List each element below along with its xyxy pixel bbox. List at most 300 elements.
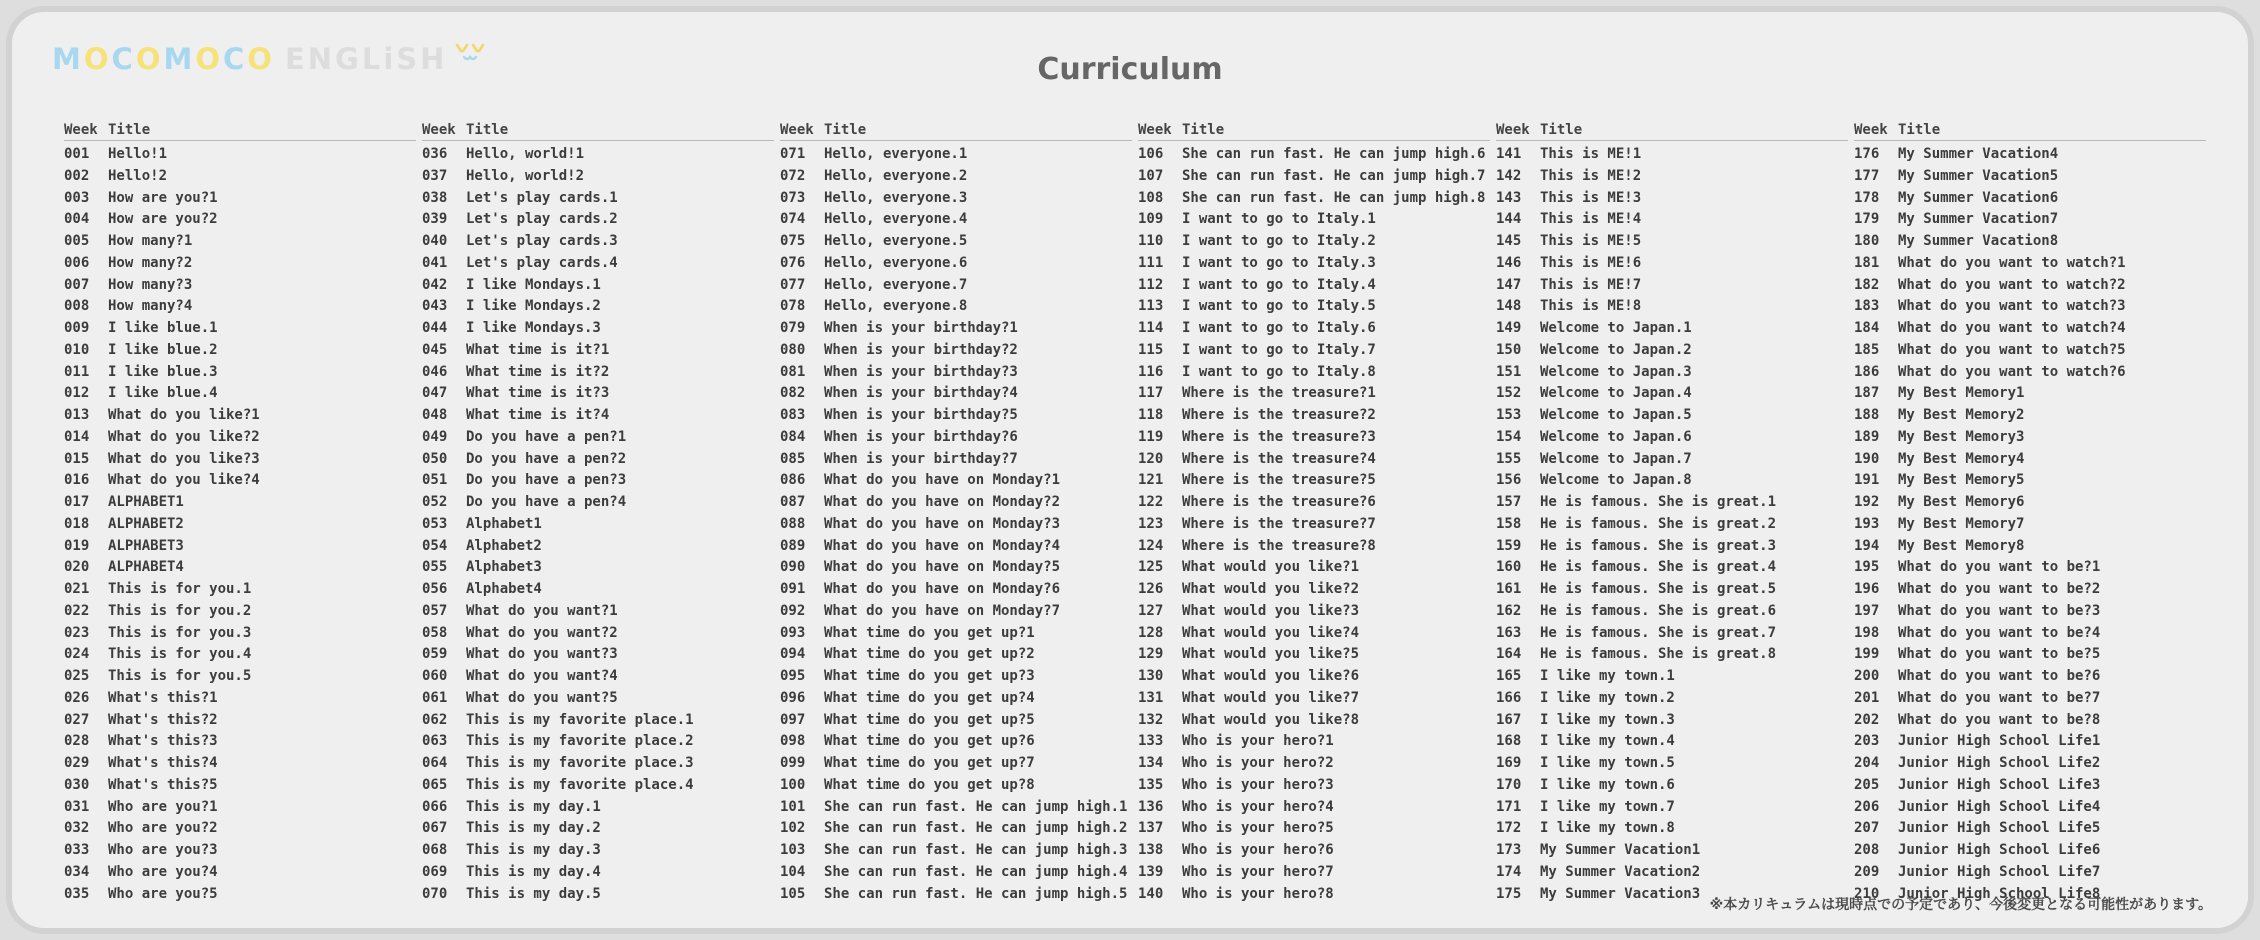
table-row — [64, 884, 416, 906]
lesson-title: She can run fast. He can jump high.4 — [824, 863, 1128, 880]
lesson-title: Who are you?2 — [108, 820, 218, 837]
week-number: 039 — [422, 211, 448, 228]
column-header — [1854, 120, 2206, 141]
week-number: 053 — [422, 515, 448, 532]
lesson-title: This is for you.1 — [108, 581, 252, 597]
week-number: 069 — [422, 863, 448, 880]
week-number: 043 — [422, 298, 448, 315]
lesson-title: I like my town.6 — [1540, 776, 1675, 793]
table-row — [1138, 601, 1490, 623]
week-number: 004 — [64, 211, 90, 228]
table-row — [64, 710, 416, 732]
lesson-title: Where is the treasure?5 — [1182, 472, 1376, 489]
table-row — [780, 383, 1132, 405]
table-row — [422, 188, 774, 210]
week-number: 023 — [64, 624, 90, 641]
week-number: 136 — [1138, 798, 1164, 815]
table-row — [1854, 449, 2206, 471]
table-row — [422, 579, 774, 601]
table-row — [780, 144, 1132, 166]
week-number: 095 — [780, 668, 806, 684]
lesson-title: When is your birthday?1 — [824, 320, 1018, 336]
week-number: 052 — [422, 494, 448, 510]
table-row — [64, 253, 416, 275]
week-number: 174 — [1496, 863, 1522, 880]
week-number: 116 — [1138, 363, 1164, 380]
week-number: 189 — [1854, 428, 1880, 445]
table-row — [422, 710, 774, 732]
week-number: 021 — [64, 581, 90, 597]
lesson-title: I like Mondays.2 — [466, 298, 601, 315]
table-row — [422, 209, 774, 231]
week-number: 129 — [1138, 646, 1164, 663]
lesson-title: This is my favorite place.3 — [466, 755, 694, 771]
week-number: 007 — [64, 276, 90, 293]
table-row — [1496, 623, 1848, 645]
footnote: ※本カリキュラムは現時点での予定であり、今後変更となる可能性があります。 — [1709, 897, 2212, 913]
lesson-title: What do you like?1 — [108, 407, 260, 423]
lesson-title: My Best Memory2 — [1898, 407, 2025, 423]
lesson-title: What time is it?2 — [466, 363, 610, 380]
week-number: 054 — [422, 537, 448, 554]
lesson-title: He is famous. She is great.8 — [1540, 646, 1777, 663]
table-row — [780, 253, 1132, 275]
lesson-title: I want to go to Italy.4 — [1182, 276, 1376, 293]
table-row — [422, 340, 774, 362]
table-row — [422, 601, 774, 623]
table-row — [1138, 296, 1490, 318]
week-number: 019 — [64, 537, 90, 554]
table-row — [780, 601, 1132, 623]
lesson-title: Where is the treasure?7 — [1182, 515, 1376, 532]
table-row — [64, 731, 416, 753]
lesson-title: He is famous. She is great.5 — [1540, 581, 1777, 597]
lesson-title: What do you want to be?1 — [1898, 559, 2101, 576]
lesson-title: I like my town.4 — [1540, 733, 1675, 750]
lesson-title: I like my town.1 — [1540, 668, 1675, 684]
table-row — [780, 231, 1132, 253]
logo-letter: H — [420, 42, 448, 76]
week-number: 087 — [780, 494, 806, 510]
week-number: 121 — [1138, 472, 1164, 489]
table-row — [422, 731, 774, 753]
lesson-title: This is for you.2 — [108, 602, 252, 619]
week-number: 016 — [64, 472, 90, 489]
title-header: Title — [824, 122, 867, 138]
lesson-title: Who is your hero?1 — [1182, 733, 1334, 750]
table-row — [780, 166, 1132, 188]
lesson-title: Junior High School Life2 — [1898, 755, 2101, 771]
lesson-title: When is your birthday?7 — [824, 450, 1018, 467]
table-row — [1496, 557, 1848, 579]
lesson-title: What would you like?6 — [1182, 668, 1360, 684]
table-row — [64, 275, 416, 297]
table-row — [64, 492, 416, 514]
week-number: 085 — [780, 450, 806, 467]
week-number: 120 — [1138, 450, 1164, 467]
table-row — [422, 296, 774, 318]
week-number: 034 — [64, 863, 90, 880]
table-row — [1138, 166, 1490, 188]
week-number: 020 — [64, 559, 90, 576]
lesson-title: What would you like?2 — [1182, 581, 1360, 597]
table-row — [64, 666, 416, 688]
week-number: 179 — [1854, 211, 1880, 228]
week-number: 096 — [780, 689, 806, 706]
lesson-title: She can run fast. He can jump high.6 — [1182, 146, 1486, 162]
table-row — [1138, 449, 1490, 471]
lesson-title: She can run fast. He can jump high.1 — [824, 798, 1128, 815]
table-row — [422, 144, 774, 166]
table-row — [422, 470, 774, 492]
table-row — [780, 318, 1132, 340]
table-row — [780, 340, 1132, 362]
week-number: 122 — [1138, 494, 1164, 510]
table-row — [1854, 470, 2206, 492]
week-number: 047 — [422, 385, 448, 402]
table-row — [1496, 818, 1848, 840]
lesson-title: Who are you?1 — [108, 798, 218, 815]
lesson-title: What do you have on Monday?7 — [824, 602, 1061, 619]
lesson-title: What would you like?8 — [1182, 711, 1360, 728]
week-number: 078 — [780, 298, 806, 315]
lesson-title: What do you want to be?5 — [1898, 646, 2101, 663]
lesson-title: What would you like?5 — [1182, 646, 1360, 663]
table-row — [780, 862, 1132, 884]
week-number: 058 — [422, 624, 448, 641]
week-number: 140 — [1138, 885, 1164, 902]
lesson-title: Where is the treasure?3 — [1182, 428, 1376, 445]
table-row — [422, 840, 774, 862]
table-row — [780, 209, 1132, 231]
lesson-title: What time is it?1 — [466, 341, 610, 358]
week-number: 114 — [1138, 320, 1164, 336]
lesson-title: This is my day.5 — [466, 885, 601, 902]
lesson-title: My Best Memory7 — [1898, 515, 2025, 532]
lesson-title: I like my town.7 — [1540, 798, 1675, 815]
table-row — [1854, 253, 2206, 275]
week-number: 149 — [1496, 320, 1522, 336]
week-number: 022 — [64, 602, 90, 619]
lesson-title: Hello!2 — [108, 167, 168, 184]
table-row — [1138, 209, 1490, 231]
lesson-title: What time is it?4 — [466, 407, 610, 423]
logo-letter: L — [361, 42, 384, 76]
lesson-title: This is for you.3 — [108, 624, 252, 641]
lesson-title: This is ME!3 — [1540, 189, 1642, 206]
lesson-title: What do you have on Monday?4 — [824, 537, 1061, 554]
week-header: Week — [64, 122, 98, 138]
week-number: 038 — [422, 189, 448, 206]
week-number: 172 — [1496, 820, 1522, 837]
week-number: 033 — [64, 842, 90, 858]
week-number: 059 — [422, 646, 448, 663]
lesson-title: I like blue.2 — [108, 341, 218, 358]
lesson-title: This is my day.1 — [466, 798, 601, 815]
lesson-title: What time do you get up?5 — [824, 711, 1035, 728]
table-row — [1496, 144, 1848, 166]
week-number: 141 — [1496, 146, 1522, 162]
week-number: 133 — [1138, 733, 1164, 750]
week-header: Week — [1496, 122, 1530, 138]
week-number: 171 — [1496, 798, 1522, 815]
table-row — [1496, 340, 1848, 362]
page-title: Curriculum — [1037, 52, 1223, 87]
table-row — [64, 536, 416, 558]
week-number: 168 — [1496, 733, 1522, 750]
lesson-title: Let's play cards.2 — [466, 211, 618, 228]
table-row — [1496, 253, 1848, 275]
week-number: 050 — [422, 450, 448, 467]
lesson-title: ALPHABET2 — [108, 515, 184, 532]
week-number: 165 — [1496, 668, 1522, 684]
week-number: 100 — [780, 776, 806, 793]
lesson-title: Who is your hero?8 — [1182, 885, 1334, 902]
column-header — [1138, 120, 1490, 141]
lesson-title: She can run fast. He can jump high.2 — [824, 820, 1128, 837]
column-header — [64, 120, 416, 141]
table-row — [1496, 449, 1848, 471]
week-number: 137 — [1138, 820, 1164, 837]
lesson-title: What's this?1 — [108, 689, 218, 706]
table-row — [780, 362, 1132, 384]
week-number: 080 — [780, 341, 806, 358]
lesson-title: Junior High School Life3 — [1898, 776, 2101, 793]
week-number: 201 — [1854, 689, 1880, 706]
lesson-title: What do you have on Monday?3 — [824, 515, 1061, 532]
lesson-title: What do you want?3 — [466, 646, 618, 663]
table-row — [422, 514, 774, 536]
lesson-title: I want to go to Italy.8 — [1182, 363, 1376, 380]
table-row — [1854, 623, 2206, 645]
table-row — [1138, 405, 1490, 427]
table-row — [1854, 188, 2206, 210]
week-number: 175 — [1496, 885, 1522, 902]
week-number: 003 — [64, 189, 90, 206]
week-number: 070 — [422, 885, 448, 902]
week-number: 138 — [1138, 842, 1164, 858]
table-row — [1496, 840, 1848, 862]
lesson-title: Hello, everyone.7 — [824, 276, 968, 293]
logo-letter: M — [52, 42, 84, 76]
week-number: 147 — [1496, 276, 1522, 293]
week-number: 173 — [1496, 842, 1522, 858]
table-row — [780, 753, 1132, 775]
lesson-title: Where is the treasure?8 — [1182, 537, 1376, 554]
lesson-title: What do you have on Monday?2 — [824, 494, 1061, 510]
table-row — [64, 427, 416, 449]
week-number: 123 — [1138, 515, 1164, 532]
lesson-title: This is ME!6 — [1540, 254, 1642, 271]
table-row — [422, 383, 774, 405]
logo-letter: O — [247, 42, 275, 76]
week-number: 094 — [780, 646, 806, 663]
table-row — [64, 753, 416, 775]
lesson-title: She can run fast. He can jump high.5 — [824, 885, 1128, 902]
week-number: 027 — [64, 711, 90, 728]
lesson-title: What time is it?3 — [466, 385, 610, 402]
lesson-title: ALPHABET1 — [108, 494, 184, 510]
logo-letter: C — [222, 42, 248, 76]
table-row — [1138, 797, 1490, 819]
table-row — [1138, 536, 1490, 558]
lesson-title: What would you like?7 — [1182, 689, 1360, 706]
curriculum-table — [64, 120, 2214, 910]
table-row — [780, 818, 1132, 840]
lesson-title: My Summer Vacation3 — [1540, 885, 1701, 902]
title-header: Title — [1898, 122, 1941, 138]
lesson-title: My Best Memory8 — [1898, 537, 2025, 554]
table-row — [64, 818, 416, 840]
week-number: 177 — [1854, 167, 1880, 184]
table-row — [1854, 644, 2206, 666]
table-row — [1854, 557, 2206, 579]
week-number: 118 — [1138, 407, 1164, 423]
table-row — [64, 231, 416, 253]
lesson-title: Welcome to Japan.2 — [1540, 341, 1692, 358]
lesson-title: What do you want to be?3 — [1898, 602, 2101, 619]
curriculum-column — [1138, 120, 1490, 905]
table-row — [422, 405, 774, 427]
lesson-title: This is for you.5 — [108, 668, 252, 684]
table-row — [1854, 666, 2206, 688]
week-number: 056 — [422, 581, 448, 597]
week-number: 188 — [1854, 407, 1880, 423]
week-number: 205 — [1854, 776, 1880, 793]
lesson-title: What's this?2 — [108, 711, 218, 728]
lesson-title: This is my day.2 — [466, 820, 601, 837]
table-row — [1138, 514, 1490, 536]
lesson-title: What do you like?2 — [108, 428, 260, 445]
lesson-title: I like blue.1 — [108, 320, 218, 336]
curriculum-column — [422, 120, 774, 905]
lesson-title: He is famous. She is great.4 — [1540, 559, 1777, 576]
week-number: 065 — [422, 776, 448, 793]
week-number: 192 — [1854, 494, 1880, 510]
lesson-title: Welcome to Japan.5 — [1540, 407, 1692, 423]
week-number: 086 — [780, 472, 806, 489]
lesson-title: Where is the treasure?6 — [1182, 494, 1376, 510]
week-number: 015 — [64, 450, 90, 467]
week-number: 044 — [422, 320, 448, 336]
week-number: 155 — [1496, 450, 1522, 467]
table-row — [422, 536, 774, 558]
lesson-title: This is for you.4 — [108, 646, 252, 663]
table-row — [64, 644, 416, 666]
table-row — [64, 340, 416, 362]
lesson-title: What's this?3 — [108, 733, 218, 750]
table-row — [1138, 318, 1490, 340]
table-row — [64, 862, 416, 884]
table-row — [1138, 383, 1490, 405]
table-row — [780, 296, 1132, 318]
lesson-title: He is famous. She is great.6 — [1540, 602, 1777, 619]
lesson-title: He is famous. She is great.3 — [1540, 537, 1777, 554]
lesson-title: My Best Memory3 — [1898, 428, 2025, 445]
week-number: 178 — [1854, 189, 1880, 206]
table-row — [1854, 296, 2206, 318]
lesson-title: My Summer Vacation8 — [1898, 233, 2059, 249]
table-row — [1496, 231, 1848, 253]
week-number: 074 — [780, 211, 806, 228]
week-number: 139 — [1138, 863, 1164, 880]
lesson-title: What do you like?4 — [108, 472, 260, 489]
table-row — [1138, 557, 1490, 579]
week-number: 185 — [1854, 341, 1880, 358]
lesson-title: What would you like?4 — [1182, 624, 1360, 641]
lesson-title: This is my day.3 — [466, 842, 601, 858]
table-row — [1854, 601, 2206, 623]
week-number: 001 — [64, 146, 90, 162]
lesson-title: Where is the treasure?4 — [1182, 450, 1376, 467]
table-row — [1138, 775, 1490, 797]
lesson-title: I want to go to Italy.7 — [1182, 341, 1376, 358]
table-row — [422, 688, 774, 710]
table-row — [422, 797, 774, 819]
week-number: 183 — [1854, 298, 1880, 315]
table-row — [64, 318, 416, 340]
lesson-title: My Best Memory5 — [1898, 472, 2025, 489]
lesson-title: Who is your hero?2 — [1182, 755, 1334, 771]
logo-letter: E — [284, 42, 308, 76]
lesson-title: ALPHABET4 — [108, 559, 184, 576]
week-number: 028 — [64, 733, 90, 750]
table-row — [1496, 209, 1848, 231]
lesson-title: He is famous. She is great.1 — [1540, 494, 1777, 510]
week-number: 111 — [1138, 254, 1164, 271]
title-header: Title — [108, 122, 151, 138]
lesson-title: I like my town.2 — [1540, 689, 1675, 706]
table-row — [64, 623, 416, 645]
week-number: 200 — [1854, 668, 1880, 684]
lesson-title: Hello, everyone.3 — [824, 189, 968, 206]
lesson-title: Alphabet4 — [466, 581, 542, 597]
table-row — [422, 623, 774, 645]
lesson-title: What would you like?3 — [1182, 602, 1360, 619]
week-number: 107 — [1138, 167, 1164, 184]
table-row — [780, 188, 1132, 210]
week-number: 002 — [64, 167, 90, 184]
week-number: 082 — [780, 385, 806, 402]
table-row — [422, 884, 774, 906]
table-row — [1854, 383, 2206, 405]
week-number: 067 — [422, 820, 448, 837]
lesson-title: What do you have on Monday?5 — [824, 559, 1061, 576]
table-row — [422, 753, 774, 775]
table-row — [780, 492, 1132, 514]
week-number: 026 — [64, 689, 90, 706]
lesson-title: My Summer Vacation7 — [1898, 211, 2059, 228]
lesson-title: What's this?5 — [108, 776, 218, 793]
table-row — [64, 775, 416, 797]
table-row — [1854, 318, 2206, 340]
week-number: 193 — [1854, 515, 1880, 532]
week-number: 198 — [1854, 624, 1880, 641]
table-row — [64, 166, 416, 188]
table-row — [422, 318, 774, 340]
lesson-title: She can run fast. He can jump high.7 — [1182, 167, 1486, 184]
table-row — [1854, 710, 2206, 732]
week-number: 079 — [780, 320, 806, 336]
lesson-title: When is your birthday?6 — [824, 428, 1018, 445]
table-row — [1854, 231, 2206, 253]
lesson-title: My Summer Vacation1 — [1540, 842, 1701, 858]
week-number: 181 — [1854, 254, 1880, 271]
week-number: 154 — [1496, 428, 1522, 445]
week-number: 146 — [1496, 254, 1522, 271]
lesson-title: She can run fast. He can jump high.8 — [1182, 189, 1486, 206]
week-number: 088 — [780, 515, 806, 532]
